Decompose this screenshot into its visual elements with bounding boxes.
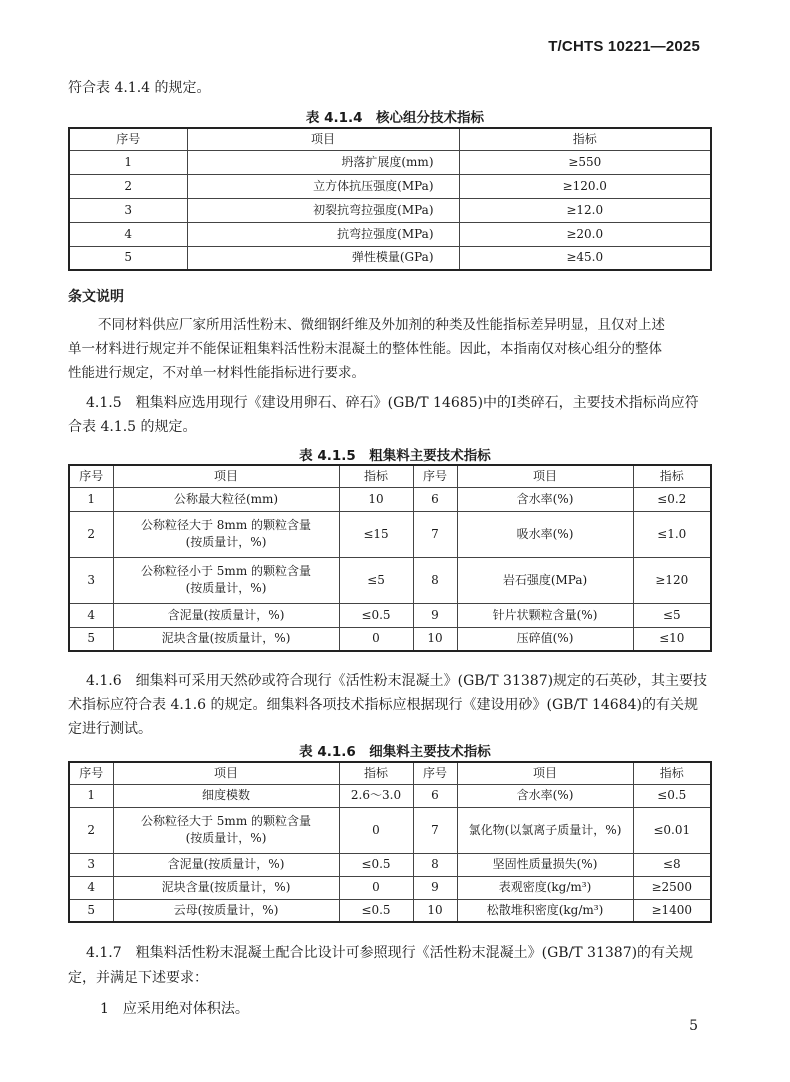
cell-item-line: 公称粒径大于 8mm 的颗粒含量 [140, 518, 312, 532]
cell-no: 4 [69, 603, 113, 627]
table-4-1-6 [68, 761, 712, 923]
cell-no: 7 [413, 807, 457, 853]
cell-value: ≤0.5 [633, 784, 711, 807]
column-header: 项目 [457, 465, 633, 487]
cell-no: 7 [413, 511, 457, 557]
table-row [69, 222, 711, 246]
table-row [69, 198, 711, 222]
clause-4-1-6: 4.1.6 细集料可采用天然砂或符合现行《活性粉末混凝土》(GB/T 31387)规定的石英砂，其主要技 [86, 673, 708, 689]
cell-no: 1 [69, 784, 113, 807]
cell-value: ≥550 [459, 150, 711, 174]
cell-item: 公称最大粒径(mm) [113, 487, 339, 511]
cell-value: 0 [339, 876, 413, 899]
cell-item: 含泥量(按质量计，%) [113, 853, 339, 876]
column-header: 项目 [457, 762, 633, 784]
cell-item [113, 557, 339, 603]
cell-value: ≤0.2 [633, 487, 711, 511]
cell-value: 0 [339, 807, 413, 853]
explanation-line: 性能进行规定，不对单一材料性能指标进行要求。 [68, 365, 365, 381]
cell-item: 弹性模量(GPa) [187, 246, 459, 270]
cell-value: ≤10 [633, 627, 711, 651]
cell-item-line: 公称粒径大于 5mm 的颗粒含量 [140, 814, 312, 828]
column-header: 指标 [459, 128, 711, 150]
cell-no: 4 [69, 222, 187, 246]
table-row [69, 557, 711, 603]
table-row [69, 174, 711, 198]
column-header: 指标 [339, 465, 413, 487]
cell-item: 泥块含量(按质量计，%) [113, 876, 339, 899]
column-header: 序号 [413, 762, 457, 784]
table-row [69, 627, 711, 651]
cell-no: 5 [69, 246, 187, 270]
clause-4-1-7-item-1: 1 应采用绝对体积法。 [100, 1001, 249, 1017]
cell-no: 6 [413, 784, 457, 807]
cell-item: 表观密度(kg/m³) [457, 876, 633, 899]
column-header: 项目 [113, 762, 339, 784]
cell-item: 压碎值(%) [457, 627, 633, 651]
column-header: 指标 [339, 762, 413, 784]
cell-no: 8 [413, 557, 457, 603]
cell-item: 泥块含量(按质量计，%) [113, 627, 339, 651]
cell-value: ≥45.0 [459, 246, 711, 270]
cell-no: 3 [69, 198, 187, 222]
cell-item: 初裂抗弯拉强度(MPa) [187, 198, 459, 222]
table-row [69, 246, 711, 270]
table-4-1-5-caption: 表 4.1.5 粗集料主要技术指标 [299, 448, 491, 464]
column-header: 指标 [633, 762, 711, 784]
cell-no: 2 [69, 511, 113, 557]
cell-value: ≥120 [633, 557, 711, 603]
clause-4-1-5: 4.1.5 粗集料应选用现行《建设用卵石、碎石》(GB/T 14685)中的Ⅰ类碎石，主要技术指标尚应符 [86, 395, 699, 411]
cell-item: 含水率(%) [457, 487, 633, 511]
cell-no: 6 [413, 487, 457, 511]
cell-value: ≤15 [339, 511, 413, 557]
cell-item: 坍落扩展度(mm) [187, 150, 459, 174]
clause-4-1-6-cont: 定进行测试。 [68, 721, 152, 737]
column-header: 项目 [187, 128, 459, 150]
table-row [69, 150, 711, 174]
cell-value: 2.6～3.0 [339, 784, 413, 807]
table-row [69, 511, 711, 557]
clause-4-1-6-cont: 术指标应符合表 4.1.6 的规定。细集料各项技术指标应根据现行《建设用砂》(GB/T 14684)的有关规 [68, 697, 698, 713]
column-header: 序号 [413, 465, 457, 487]
cell-value: ≤8 [633, 853, 711, 876]
cell-value: ≤1.0 [633, 511, 711, 557]
cell-item: 针片状颗粒含量(%) [457, 603, 633, 627]
column-header: 序号 [69, 465, 113, 487]
cell-value: 0 [339, 627, 413, 651]
cell-no: 2 [69, 807, 113, 853]
cell-item: 吸水率(%) [457, 511, 633, 557]
cell-no: 5 [69, 899, 113, 922]
cell-item: 含泥量(按质量计，%) [113, 603, 339, 627]
clause-4-1-7-cont: 定，并满足下述要求： [68, 970, 208, 986]
cell-no: 3 [69, 853, 113, 876]
cell-no: 1 [69, 150, 187, 174]
cell-item: 抗弯拉强度(MPa) [187, 222, 459, 246]
cell-no: 8 [413, 853, 457, 876]
table-4-1-6-caption: 表 4.1.6 细集料主要技术指标 [299, 744, 491, 760]
explanation-line: 单一材料进行规定并不能保证粗集料活性粉末混凝土的整体性能。因此，本指南仅对核心组分的整体 [68, 341, 662, 357]
cell-value: ≤0.5 [339, 603, 413, 627]
clause-4-1-5-cont: 合表 4.1.5 的规定。 [68, 419, 197, 435]
clause-4-1-7: 4.1.7 粗集料活性粉末混凝土配合比设计可参照现行《活性粉末混凝土》(GB/T 31387)的有关规 [86, 945, 694, 961]
cell-no: 1 [69, 487, 113, 511]
cell-value: ≥2500 [633, 876, 711, 899]
table-row [69, 853, 711, 876]
cell-item: 坚固性质量损失(%) [457, 853, 633, 876]
cell-item: 立方体抗压强度(MPa) [187, 174, 459, 198]
cell-item: 松散堆积密度(kg/m³) [457, 899, 633, 922]
cell-no: 3 [69, 557, 113, 603]
cell-no: 4 [69, 876, 113, 899]
cell-item-line: (按质量计，%) [185, 831, 267, 845]
cell-item-line: 公称粒径小于 5mm 的颗粒含量 [140, 564, 312, 578]
cell-no: 9 [413, 876, 457, 899]
cell-value: ≤0.01 [633, 807, 711, 853]
cell-value: 10 [339, 487, 413, 511]
table-row [69, 876, 711, 899]
table-row [69, 899, 711, 922]
column-header: 序号 [69, 128, 187, 150]
cell-value: ≥12.0 [459, 198, 711, 222]
table-row [69, 784, 711, 807]
cell-value: ≥120.0 [459, 174, 711, 198]
cell-item-line: (按质量计，%) [185, 535, 267, 549]
table-row [69, 603, 711, 627]
cell-item [113, 807, 339, 853]
explanation-line: 不同材料供应厂家所用活性粉末、微细钢纤维及外加剂的种类及性能指标差异明显，且仅对上述 [98, 317, 665, 333]
cell-value: ≤5 [339, 557, 413, 603]
cell-item: 含水率(%) [457, 784, 633, 807]
column-header: 序号 [69, 762, 113, 784]
cell-no: 2 [69, 174, 187, 198]
cell-item: 岩石强度(MPa) [457, 557, 633, 603]
cell-item: 氯化物(以氯离子质量计，%) [457, 807, 633, 853]
document-id: T/CHTS 10221—2025 [548, 38, 700, 55]
intro-line: 符合表 4.1.4 的规定。 [68, 80, 211, 96]
column-header: 指标 [633, 465, 711, 487]
cell-value: ≥1400 [633, 899, 711, 922]
table-row [69, 487, 711, 511]
cell-item: 云母(按质量计，%) [113, 899, 339, 922]
cell-no: 10 [413, 899, 457, 922]
cell-item-line: (按质量计，%) [185, 581, 267, 595]
cell-value: ≥20.0 [459, 222, 711, 246]
cell-no: 10 [413, 627, 457, 651]
cell-value: ≤0.5 [339, 853, 413, 876]
cell-value: ≤0.5 [339, 899, 413, 922]
column-header: 项目 [113, 465, 339, 487]
table-4-1-4-caption: 表 4.1.4 核心组分技术指标 [305, 110, 485, 126]
cell-value: ≤5 [633, 603, 711, 627]
cell-no: 5 [69, 627, 113, 651]
table-4-1-4 [68, 127, 712, 271]
cell-no: 9 [413, 603, 457, 627]
cell-item [113, 511, 339, 557]
table-4-1-5 [68, 464, 712, 652]
table-row [69, 807, 711, 853]
page-number: 5 [689, 1018, 698, 1034]
cell-item: 细度模数 [113, 784, 339, 807]
explanation-heading: 条文说明 [68, 289, 124, 305]
